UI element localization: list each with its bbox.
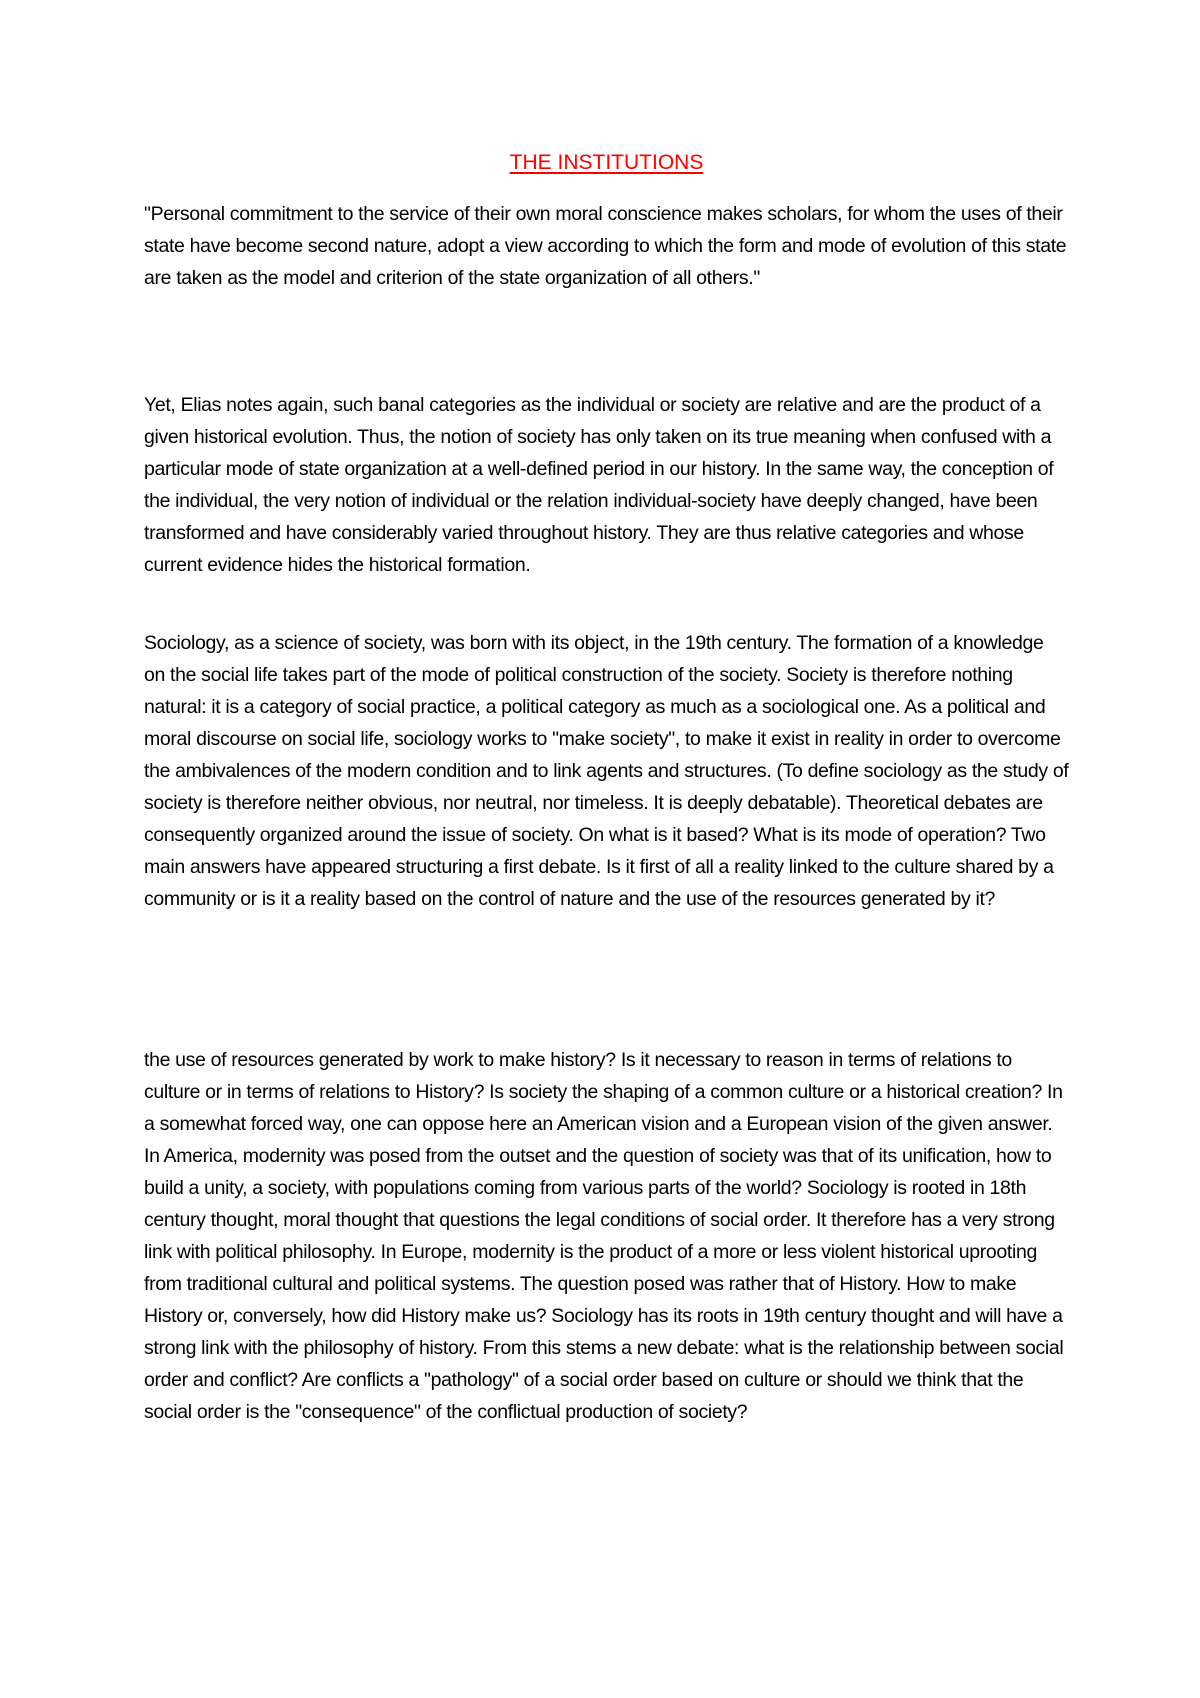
document-page (144, 0, 1069, 1698)
body-paragraph-sociology: Sociology, as a science of society, was born with its object, in the 19th century. The formation of a knowledge on the social life takes part of the mode of political construction of the society. Society is therefore nothing natural: it is a category of social practice, a political category as much as a sociological one. As a political and moral discourse on social life, sociology works to "make society", to make it exist in reality in order to overcome the ambivalences of the modern condition and to link agents and structures. (To define sociology as the study of society is therefore neither obvious, nor neutral, nor timeless. It is deeply debatable). Theoretical debates are consequently organized around the issue of society. On what is it based? What is its mode of operation? Two main answers have appeared structuring a first debate. Is it first of all a reality linked to the culture shared by a community or is it a reality based on the control of nature and the use of the resources generated by it? (144, 632, 1069, 910)
quote-paragraph: "Personal commitment to the service of their own moral conscience makes scholars, for whom the uses of their state have become second nature, adopt a view according to which the form and mode of evolution of this state are taken as the model and criterion of the state organization of all others." (144, 203, 1067, 289)
body-paragraph-elias: Yet, Elias notes again, such banal categories as the individual or society are relative and are the product of a given historical evolution. Thus, the notion of society has only taken on its true meaning when confused with a particular mode of state organization at a well-defined period in our history. In the same way, the conception of the individual, the very notion of individual or the relation individual-society have deeply changed, have been transformed and have considerably varied throughout history. They are thus relative categories and whose current evidence hides the historical formation. (144, 394, 1054, 576)
document-title: THE INSTITUTIONS (509, 151, 704, 174)
body-paragraph-history: the use of resources generated by work to make history? Is it necessary to reason in terms of relations to culture or in terms of relations to History? Is society the shaping of a common culture or a historical creation? In a somewhat forced way, one can oppose here an American vision and a European vision of the given answer. In America, modernity was posed from the outset and the question of society was that of its unification, how to build a unity, a society, with populations coming from various parts of the world? Sociology is rooted in 18th century thought, moral thought that questions the legal conditions of social order. It therefore has a very strong link with political philosophy. In Europe, modernity is the product of a more or less violent historical uprooting from traditional cultural and political systems. The question posed was rather that of History. How to make History or, conversely, how did History make us? Sociology has its roots in 19th century thought and will have a strong link with the philosophy of history. From this stems a new debate: what is the relationship between social order and conflict? Are conflicts a "pathology" of a social order based on culture or should we think that the social order is the "consequence" of the conflictual production of society? (144, 1049, 1064, 1423)
